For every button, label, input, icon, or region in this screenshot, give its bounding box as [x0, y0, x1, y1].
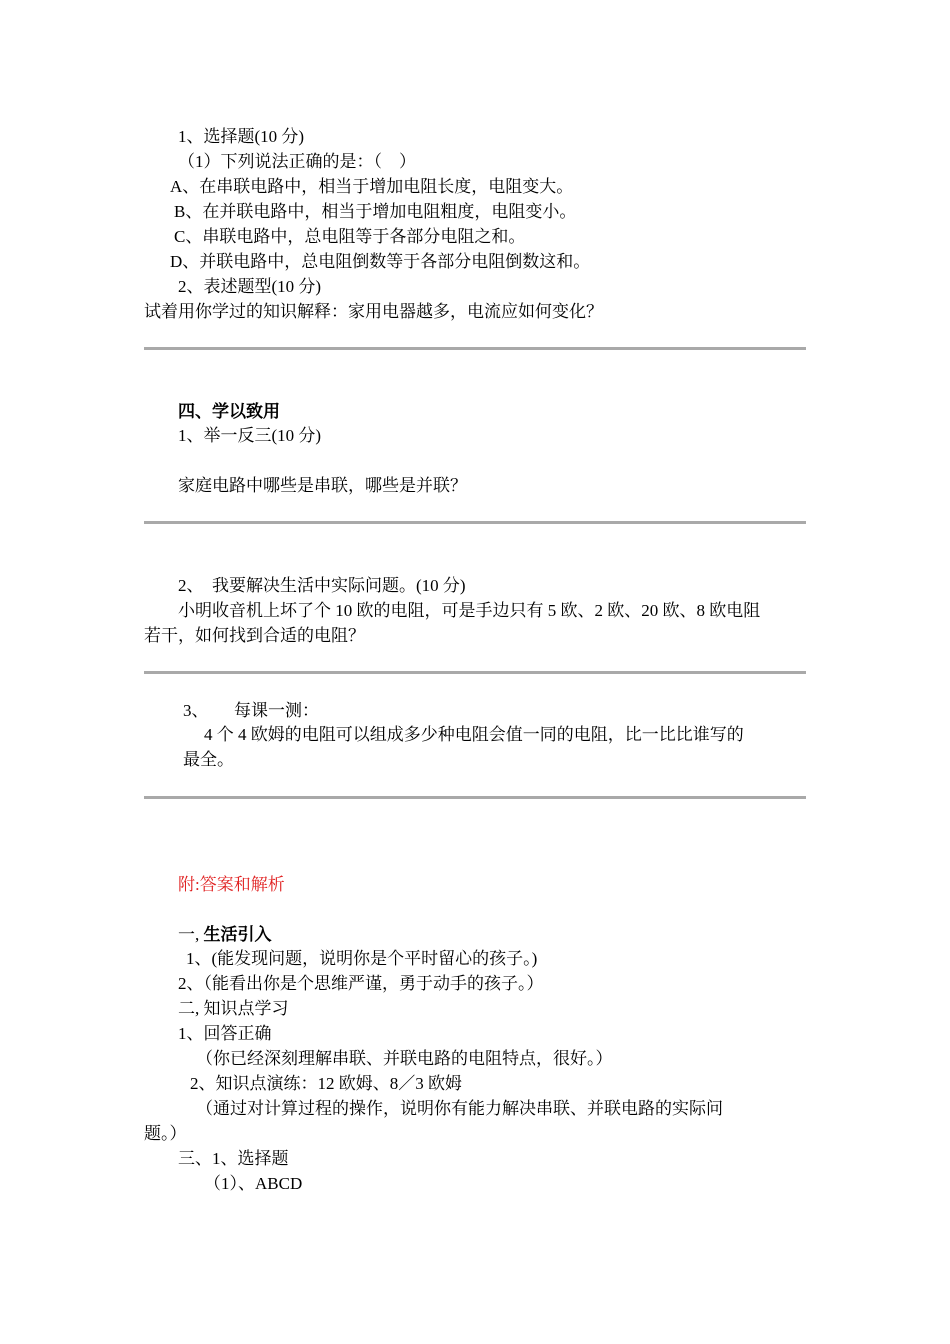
q1-stem: （1）下列说法正确的是：（ ） — [178, 152, 416, 171]
answers-part2-item1: 1、回答正确 — [178, 1024, 272, 1043]
section4-heading: 四、学以致用 — [178, 402, 280, 421]
s4-q2-text-line2: 若干，如何找到合适的电阻？ — [144, 626, 365, 645]
option-b: B、在并联电路中，相当于增加电阻粗度，电阻变小。 — [174, 202, 577, 221]
s4-q1-title: 1、举一反三(10 分) — [178, 426, 322, 445]
answers-part1-item2: 2、（能看出你是个思维严谨，勇于动手的孩子。） — [178, 974, 544, 993]
answers-part1-title — [178, 924, 272, 946]
q2-title: 2、表述题型(10 分) — [178, 277, 322, 296]
answers-part2-item2: 2、知识点演练：12 欧姆、8／3 欧姆 — [190, 1074, 462, 1093]
answer-line — [144, 521, 806, 524]
answer-line — [144, 347, 806, 350]
s4-q1-text: 家庭电路中哪些是串联，哪些是并联？ — [178, 476, 467, 495]
answer-line — [144, 796, 806, 799]
q1-title: 1、选择题(10 分) — [178, 127, 305, 146]
answers-part3-item1: （1）、ABCD — [204, 1174, 303, 1193]
answers-part2-item2-note-line1: （通过对计算过程的操作，说明你有能力解决串联、并联电路的实际问 — [196, 1099, 723, 1118]
s4-q3-title: 3、 每课一测： — [183, 701, 319, 720]
s4-q3-text-line2: 最全。 — [183, 750, 234, 769]
option-a: A、在串联电路中，相当于增加电阻长度，电阻变大。 — [170, 177, 574, 196]
s4-q2-text-line1: 小明收音机上坏了个 10 欧的电阻，可是手边只有 5 欧、2 欧、20 欧、8 欧电阻 — [178, 601, 761, 620]
option-c: C、串联电路中，总电阻等于各部分电阻之和。 — [174, 227, 526, 246]
option-d: D、并联电路中，总电阻倒数等于各部分电阻倒数这和。 — [170, 252, 591, 271]
s4-q2-title: 2、 我要解决生活中实际问题。(10 分) — [178, 576, 466, 595]
answer-line — [144, 671, 806, 674]
part1-title-text: 生活引入 — [203, 925, 272, 944]
q2-text: 试着用你学过的知识解释：家用电器越多，电流应如何变化？ — [144, 302, 603, 321]
answers-part2-title: 二, 知识点学习 — [178, 999, 289, 1018]
answers-part3-title: 三、1、选择题 — [178, 1149, 289, 1168]
part1-prefix: 一, — [178, 925, 200, 944]
answers-part1-item1: 1、(能发现问题，说明你是个平时留心的孩子。) — [186, 949, 538, 968]
s4-q3-text-line1: 4 个 4 欧姆的电阻可以组成多少种电阻会值一同的电阻，比一比比谁写的 — [204, 725, 744, 744]
answers-heading: 附:答案和解析 — [178, 875, 285, 894]
answers-part2-item1-note: （你已经深刻理解串联、并联电路的电阻特点，很好。） — [196, 1049, 613, 1068]
answers-part2-item2-note-line2: 题。） — [144, 1124, 187, 1143]
